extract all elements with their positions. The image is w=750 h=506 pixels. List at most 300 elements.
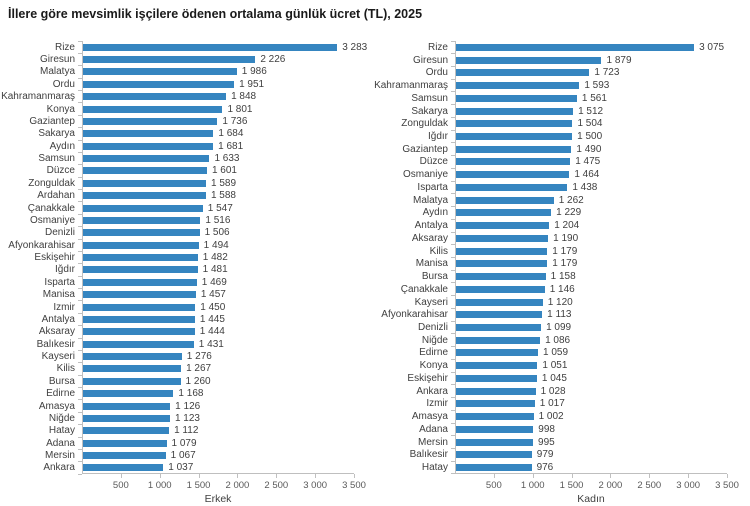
value-label: 1 500 xyxy=(577,131,603,142)
category-label: Antalya xyxy=(414,220,448,232)
x-tick-label: 1 000 xyxy=(520,480,545,491)
bar xyxy=(456,184,567,191)
bar-row xyxy=(0,363,354,375)
bar-track xyxy=(455,449,727,462)
bar-row xyxy=(0,53,354,65)
bar xyxy=(456,44,694,51)
bar-track xyxy=(455,156,727,169)
bar-row xyxy=(372,359,727,372)
bar xyxy=(83,118,217,125)
bar xyxy=(456,197,554,204)
bar xyxy=(456,171,569,178)
bar-track xyxy=(455,92,727,105)
bar-row xyxy=(372,168,727,181)
bar-track xyxy=(455,257,727,270)
bar xyxy=(83,68,237,75)
bar-row xyxy=(372,270,727,283)
bar xyxy=(83,130,213,137)
bar-row xyxy=(372,92,727,105)
bar xyxy=(83,304,195,311)
x-tick-mark xyxy=(199,474,200,478)
bar-track xyxy=(455,423,727,436)
bar-track xyxy=(82,412,354,424)
category-label: Bursa xyxy=(421,271,448,283)
value-label: 1 589 xyxy=(211,177,237,189)
category-label: Iğdır xyxy=(54,264,75,276)
x-tick-mark xyxy=(354,474,355,478)
bar xyxy=(83,341,194,348)
bar-track xyxy=(82,152,354,164)
category-label: Kahramanmaraş xyxy=(374,80,448,92)
category-label: Zonguldak xyxy=(28,177,75,189)
value-label: 1 017 xyxy=(539,398,565,410)
bar xyxy=(456,464,532,471)
value-label: 1 260 xyxy=(185,375,211,387)
bar-row xyxy=(0,165,354,177)
bar-track xyxy=(455,41,727,54)
value-label: 1 276 xyxy=(186,351,212,363)
bar xyxy=(83,143,213,150)
bar-row xyxy=(372,385,727,398)
category-label: Osmaniye xyxy=(402,169,448,181)
bar-track xyxy=(82,239,354,251)
bar-track xyxy=(455,385,727,398)
category-label: Edirne xyxy=(419,347,448,359)
bar xyxy=(83,266,198,273)
bar xyxy=(456,451,532,458)
bar-row xyxy=(372,449,727,462)
bar xyxy=(456,362,537,369)
bar xyxy=(83,229,200,236)
bar-track xyxy=(82,313,354,325)
x-tick-label: 500 xyxy=(112,480,129,491)
bar-row xyxy=(0,140,354,152)
bar xyxy=(83,106,222,113)
bar-track xyxy=(82,78,354,90)
bar-track xyxy=(82,363,354,375)
bar-track xyxy=(455,347,727,360)
bar-row xyxy=(0,115,354,127)
x-tick-mark xyxy=(315,474,316,478)
bar-row xyxy=(0,338,354,350)
category-label: Rize xyxy=(427,41,448,53)
bar xyxy=(456,133,572,140)
plot-area xyxy=(0,41,368,474)
x-axis-title: Kadın xyxy=(577,493,605,505)
bar-row xyxy=(0,239,354,251)
value-label: 1 204 xyxy=(554,220,580,232)
bar xyxy=(456,57,601,64)
bar-track xyxy=(455,372,727,385)
x-tick-mark xyxy=(649,474,650,478)
bar-row xyxy=(0,152,354,164)
bar-row xyxy=(372,156,727,169)
bar xyxy=(456,108,573,115)
value-label: 1 601 xyxy=(211,165,237,177)
value-label: 1 482 xyxy=(202,252,228,264)
x-tick-label: 500 xyxy=(485,480,502,491)
plot-area xyxy=(372,41,727,474)
category-label: Samsun xyxy=(38,153,75,165)
x-tick-mark xyxy=(688,474,689,478)
category-label: Aydın xyxy=(422,207,448,219)
bar xyxy=(456,273,546,280)
category-label: Mersin xyxy=(44,450,75,462)
bar xyxy=(456,248,547,255)
value-label: 1 123 xyxy=(174,412,200,424)
charts-container xyxy=(0,36,750,506)
value-label: 1 879 xyxy=(606,54,632,66)
bar xyxy=(83,365,181,372)
x-tick-label: 1 500 xyxy=(559,480,584,491)
bar xyxy=(456,260,547,267)
value-label: 1 512 xyxy=(578,105,604,117)
value-label: 1 051 xyxy=(542,360,568,372)
bar-row xyxy=(372,117,727,130)
bar-track xyxy=(455,321,727,334)
bar-track xyxy=(455,79,727,92)
bar xyxy=(456,69,589,76)
bar xyxy=(83,155,209,162)
bar-track xyxy=(82,53,354,65)
bar-row xyxy=(372,308,727,321)
value-label: 1 561 xyxy=(581,92,607,104)
bar-track xyxy=(82,276,354,288)
chart-erkek xyxy=(0,36,372,506)
bar-track xyxy=(82,449,354,461)
bar xyxy=(456,158,570,165)
value-label: 1 801 xyxy=(227,103,253,115)
bar-row xyxy=(372,436,727,449)
x-tick-label: 3 000 xyxy=(303,480,328,491)
value-label: 1 633 xyxy=(214,153,240,165)
category-label: İzmir xyxy=(53,301,75,313)
category-label: Sakarya xyxy=(411,105,448,117)
bar xyxy=(83,81,234,88)
bar-row xyxy=(0,400,354,412)
category-label: Rize xyxy=(54,41,75,53)
category-label: Giresun xyxy=(39,54,75,66)
bar xyxy=(83,328,195,335)
bar-row xyxy=(0,190,354,202)
category-label: Düzce xyxy=(46,165,75,177)
x-tick-mark xyxy=(237,474,238,478)
bar-track xyxy=(82,375,354,387)
value-label: 1 475 xyxy=(575,156,601,168)
value-label: 1 099 xyxy=(546,322,572,334)
value-label: 1 112 xyxy=(174,425,199,437)
value-label: 1 158 xyxy=(550,271,576,283)
bar-row xyxy=(372,245,727,258)
x-tick-mark xyxy=(160,474,161,478)
bar xyxy=(83,427,169,434)
value-label: 1 986 xyxy=(241,66,267,78)
bar-row xyxy=(0,128,354,140)
bar xyxy=(456,146,571,153)
category-label: Balıkesir xyxy=(409,449,448,461)
bar-track xyxy=(455,232,727,245)
bar-row xyxy=(0,227,354,239)
value-label: 976 xyxy=(536,462,554,474)
bar-row xyxy=(0,264,354,276)
x-tick-label: 3 500 xyxy=(342,480,366,491)
value-label: 2 226 xyxy=(260,54,286,66)
value-label: 1 504 xyxy=(577,118,603,130)
category-label: Ankara xyxy=(416,385,448,397)
bar-row xyxy=(372,143,727,156)
category-label: Antalya xyxy=(41,313,75,325)
bar xyxy=(83,378,181,385)
bar-track xyxy=(82,177,354,189)
value-label: 1 444 xyxy=(199,326,225,338)
value-label: 1 848 xyxy=(231,91,257,103)
bar xyxy=(83,93,226,100)
category-label: Çanakkale xyxy=(27,202,75,214)
bar-row xyxy=(0,276,354,288)
bar-row xyxy=(372,347,727,360)
bar-row xyxy=(372,54,727,67)
value-label: 1 684 xyxy=(218,128,244,140)
x-tick-label: 1 500 xyxy=(186,480,211,491)
category-label: Hatay xyxy=(48,425,75,437)
bar xyxy=(456,375,537,382)
bar-row xyxy=(372,283,727,296)
bar-track xyxy=(82,338,354,350)
category-label: Edirne xyxy=(46,388,75,400)
bar-track xyxy=(82,66,354,78)
bar xyxy=(456,311,542,318)
bar-track xyxy=(455,219,727,232)
bar-track xyxy=(455,436,727,449)
bar-row xyxy=(372,41,727,54)
bar-row xyxy=(372,296,727,309)
bar xyxy=(83,180,206,187)
bar-track xyxy=(455,54,727,67)
category-label: Kahramanmaraş xyxy=(1,91,75,103)
bar-track xyxy=(455,245,727,258)
category-label: Denizli xyxy=(44,227,75,239)
value-label: 979 xyxy=(536,449,554,461)
category-label: Düzce xyxy=(419,156,448,168)
bar xyxy=(83,464,163,471)
x-tick-label: 2 000 xyxy=(598,480,623,491)
bar-row xyxy=(372,232,727,245)
category-label: Kayseri xyxy=(41,351,75,363)
bar-track xyxy=(455,105,727,118)
value-label: 1 002 xyxy=(538,411,564,423)
bar xyxy=(83,217,200,224)
value-label: 1 113 xyxy=(547,309,572,321)
category-label: Gaziantep xyxy=(29,115,75,127)
bar-row xyxy=(372,130,727,143)
bar-track xyxy=(82,140,354,152)
bar xyxy=(456,324,541,331)
bar-track xyxy=(455,359,727,372)
bar-row xyxy=(0,91,354,103)
value-label: 1 079 xyxy=(171,437,197,449)
category-label: Amasya xyxy=(38,400,75,412)
bar-track xyxy=(82,214,354,226)
bar-track xyxy=(455,283,727,296)
x-tick-mark xyxy=(572,474,573,478)
value-label: 1 469 xyxy=(201,276,227,288)
x-tick-mark xyxy=(610,474,611,478)
bar-track xyxy=(82,190,354,202)
value-label: 1 736 xyxy=(222,115,248,127)
value-label: 1 431 xyxy=(198,338,224,350)
category-label: Balıkesir xyxy=(36,338,75,350)
category-label: Konya xyxy=(419,360,448,372)
bar-row xyxy=(372,257,727,270)
bar-track xyxy=(82,437,354,449)
category-label: Ordu xyxy=(425,67,448,79)
bar-track xyxy=(455,270,727,283)
category-label: Kilis xyxy=(56,363,75,375)
bar xyxy=(83,452,166,459)
bar xyxy=(456,388,536,395)
bar-track xyxy=(82,202,354,214)
bar xyxy=(83,56,255,63)
bar xyxy=(456,413,534,420)
bar-track xyxy=(82,115,354,127)
bar-track xyxy=(455,143,727,156)
value-label: 1 438 xyxy=(572,181,598,193)
value-label: 1 229 xyxy=(556,207,582,219)
bar-track xyxy=(455,296,727,309)
bar-track xyxy=(455,398,727,411)
bar-row xyxy=(0,301,354,313)
bar-track xyxy=(82,91,354,103)
category-label: Afyonkarahisar xyxy=(381,309,448,321)
value-label: 1 547 xyxy=(207,202,233,214)
value-label: 1 262 xyxy=(558,194,584,206)
category-label: Zonguldak xyxy=(401,118,448,130)
x-axis-title: Erkek xyxy=(204,493,232,505)
bar-track xyxy=(455,181,727,194)
bar-row xyxy=(372,321,727,334)
x-tick-label: 2 000 xyxy=(225,480,250,491)
bar-row xyxy=(372,105,727,118)
bar xyxy=(456,286,545,293)
value-label: 1 464 xyxy=(574,169,600,181)
bar xyxy=(456,82,579,89)
value-label: 1 086 xyxy=(545,334,571,346)
category-label: Manisa xyxy=(415,258,448,270)
value-label: 1 445 xyxy=(199,313,225,325)
bar-track xyxy=(82,251,354,263)
category-label: Isparta xyxy=(417,181,448,193)
bar xyxy=(83,415,170,422)
value-label: 1 593 xyxy=(584,80,610,92)
value-label: 1 516 xyxy=(205,214,231,226)
bar-track xyxy=(82,400,354,412)
bar-row xyxy=(372,207,727,220)
bar-row xyxy=(0,251,354,263)
value-label: 1 951 xyxy=(239,78,265,90)
bar xyxy=(456,400,535,407)
x-tick-mark xyxy=(121,474,122,478)
value-label: 1 045 xyxy=(541,372,567,384)
value-label: 1 457 xyxy=(200,289,226,301)
value-label: 1 059 xyxy=(542,347,569,359)
bar-row xyxy=(0,388,354,400)
value-label: 3 283 xyxy=(342,41,368,53)
category-label: Malatya xyxy=(39,66,75,78)
bar-track xyxy=(455,66,727,79)
category-label: Adana xyxy=(419,423,448,435)
category-label: Eskişehir xyxy=(34,252,75,264)
bar xyxy=(83,279,197,286)
bar-track xyxy=(82,326,354,338)
bar xyxy=(456,209,551,216)
bar-track xyxy=(82,264,354,276)
bar xyxy=(83,205,203,212)
bar-track xyxy=(82,41,368,53)
bar-row xyxy=(0,289,354,301)
bar-track xyxy=(82,227,354,239)
x-tick-mark xyxy=(494,474,495,478)
x-tick-label: 2 500 xyxy=(637,480,662,491)
value-label: 1 681 xyxy=(218,140,244,152)
category-label: Aksaray xyxy=(38,326,75,338)
bar xyxy=(456,120,572,127)
bar xyxy=(83,403,170,410)
category-label: Kayseri xyxy=(414,296,448,308)
bar xyxy=(83,44,337,51)
bar xyxy=(456,299,543,306)
category-label: Ordu xyxy=(52,78,75,90)
bar-track xyxy=(82,425,354,437)
bar-track xyxy=(455,410,727,423)
bar xyxy=(456,337,540,344)
chart-kadin xyxy=(372,36,750,506)
category-label: Niğde xyxy=(421,334,448,346)
bar xyxy=(83,316,195,323)
category-label: Isparta xyxy=(44,276,75,288)
bar-track xyxy=(455,168,727,181)
category-label: Aksaray xyxy=(411,232,448,244)
category-label: Bursa xyxy=(48,375,75,387)
value-label: 1 120 xyxy=(547,296,573,308)
bar-row xyxy=(0,177,354,189)
bar xyxy=(456,439,533,446)
bar xyxy=(456,349,538,356)
bar-row xyxy=(372,423,727,436)
value-label: 1 494 xyxy=(203,239,229,251)
bar-row xyxy=(0,66,354,78)
bar-row xyxy=(372,334,727,347)
value-label: 1 506 xyxy=(204,227,230,239)
category-label: Hatay xyxy=(421,462,448,474)
value-label: 1 588 xyxy=(210,190,236,202)
category-label: Malatya xyxy=(412,194,448,206)
category-label: Samsun xyxy=(411,92,448,104)
category-label: Gaziantep xyxy=(402,143,448,155)
bar-row xyxy=(372,79,727,92)
value-label: 1 450 xyxy=(200,301,226,313)
category-label: Niğde xyxy=(48,412,75,424)
bar-track xyxy=(455,194,727,207)
value-label: 1 190 xyxy=(553,232,579,244)
x-tick-label: 1 000 xyxy=(147,480,172,491)
value-label: 1 481 xyxy=(202,264,228,276)
bar xyxy=(83,440,167,447)
category-label: Giresun xyxy=(412,54,448,66)
bar-row xyxy=(0,449,354,461)
bar-row xyxy=(0,103,354,115)
bar xyxy=(83,192,206,199)
bar-track xyxy=(455,207,727,220)
